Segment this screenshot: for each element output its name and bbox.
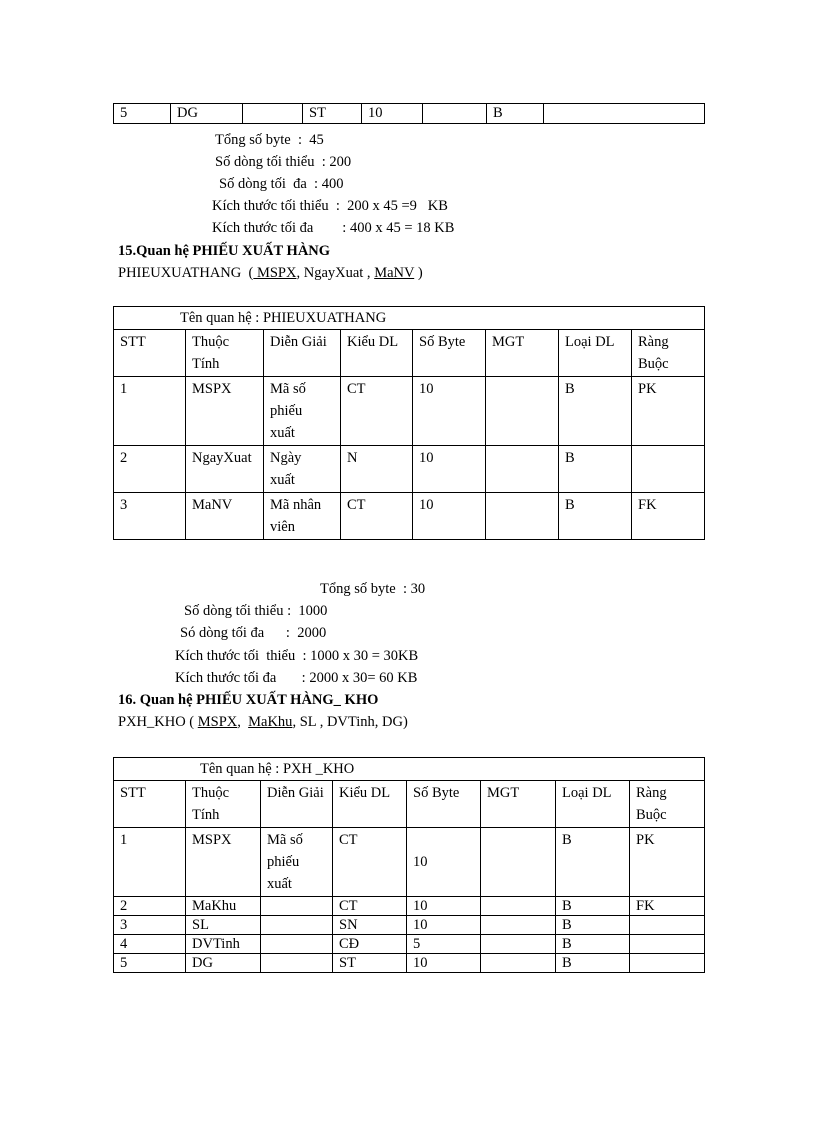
cell: 10 xyxy=(407,916,481,935)
cell: B xyxy=(556,897,630,916)
summary14-kich-thuoc-toi-da: Kích thước tối đa : 400 x 45 = 18 KB xyxy=(212,220,455,236)
cell: 10 xyxy=(362,104,423,124)
cell xyxy=(486,377,559,446)
primary-key-makhu: MaKhu xyxy=(248,714,293,730)
relation-close: , SL , DVTinh, DG) xyxy=(292,714,408,730)
cell: ST xyxy=(303,104,362,124)
cell: NgayXuat xyxy=(186,446,264,493)
cell: 2 xyxy=(114,446,186,493)
cell: CT xyxy=(333,828,407,897)
summary14-tong-so-byte: Tổng số byte : 45 xyxy=(215,132,324,148)
table-header-row xyxy=(114,330,705,377)
top-row-table xyxy=(113,103,705,124)
cell xyxy=(630,916,705,935)
cell: B xyxy=(556,935,630,954)
cell: B xyxy=(487,104,544,124)
cell: 3 xyxy=(114,916,186,935)
cell xyxy=(486,493,559,540)
cell: Ngày xuất xyxy=(264,446,341,493)
summary15-tong-so-byte: Tổng số byte : 30 xyxy=(320,581,426,597)
header-cell: STT xyxy=(114,781,186,828)
cell: B xyxy=(559,446,632,493)
table-row xyxy=(114,897,705,916)
cell: MSPX xyxy=(186,828,261,897)
primary-key-mspx: MSPX xyxy=(253,265,297,281)
cell: CĐ xyxy=(333,935,407,954)
summary15-so-dong-toi-thieu: Số dòng tối thiểu : 1000 xyxy=(184,603,328,619)
cell: CT xyxy=(333,897,407,916)
cell: Mã số phiếu xuất xyxy=(264,377,341,446)
table-title xyxy=(114,758,705,781)
cell: B xyxy=(556,916,630,935)
table-row xyxy=(114,377,705,446)
header-cell: Số Byte xyxy=(413,330,486,377)
cell: 10 xyxy=(407,897,481,916)
relation-name: PHIEUXUATHANG xyxy=(118,265,242,281)
header-cell: MGT xyxy=(481,781,556,828)
cell: MSPX xyxy=(186,377,264,446)
summary14-so-dong-toi-da: Số dòng tối đa : 400 xyxy=(219,176,344,192)
foreign-key-manv: MaNV xyxy=(374,265,415,281)
cell: 10 xyxy=(413,446,486,493)
cell: 10 xyxy=(413,377,486,446)
cell xyxy=(261,954,333,973)
section15-heading xyxy=(118,242,330,260)
section16-heading-prefix: 16. Quan hệ xyxy=(118,692,197,708)
header-cell: STT xyxy=(114,330,186,377)
section15-relation xyxy=(118,264,423,282)
table-row xyxy=(114,916,705,935)
summary14-so-dong-toi-thieu: Số dòng tối thiểu : 200 xyxy=(215,154,352,170)
cell xyxy=(544,104,705,124)
pxh-kho-table xyxy=(113,757,705,973)
cell: 10 xyxy=(407,828,481,897)
cell: N xyxy=(341,446,413,493)
table-title xyxy=(114,307,705,330)
cell: PK xyxy=(632,377,705,446)
phieuxuathang-table xyxy=(113,306,705,540)
summary15-so-dong-toi-da: Só dòng tối đa : 2000 xyxy=(180,625,327,641)
cell: MaNV xyxy=(186,493,264,540)
header-cell: Thuộc Tính xyxy=(186,781,261,828)
header-cell: Ràng Buộc xyxy=(630,781,705,828)
cell: SN xyxy=(333,916,407,935)
header-cell: Loại DL xyxy=(559,330,632,377)
header-cell: Số Byte xyxy=(407,781,481,828)
cell: 10 xyxy=(413,493,486,540)
header-cell: Diễn Giải xyxy=(264,330,341,377)
cell: Mã nhân viên xyxy=(264,493,341,540)
primary-key-mspx: MSPX xyxy=(197,714,238,730)
cell: B xyxy=(556,828,630,897)
relation-sep: , xyxy=(237,714,249,730)
header-cell: Loại DL xyxy=(556,781,630,828)
table-title-row xyxy=(114,758,705,781)
relation-open: ( xyxy=(241,265,254,281)
cell xyxy=(630,935,705,954)
header-cell: Kiểu DL xyxy=(333,781,407,828)
cell xyxy=(261,935,333,954)
relation-sep: , NgayXuat , xyxy=(296,265,375,281)
cell: PK xyxy=(630,828,705,897)
table-row xyxy=(114,935,705,954)
section16-relation xyxy=(118,713,408,731)
cell: B xyxy=(556,954,630,973)
header-cell: Diễn Giải xyxy=(261,781,333,828)
header-cell: Kiểu DL xyxy=(341,330,413,377)
cell: DVTinh xyxy=(186,935,261,954)
cell: 5 xyxy=(407,935,481,954)
section15-heading-prefix: 15.Quan hệ xyxy=(118,243,193,259)
relation-name: PXH_KHO ( xyxy=(118,714,198,730)
header-cell: MGT xyxy=(486,330,559,377)
cell: 3 xyxy=(114,493,186,540)
cell xyxy=(481,935,556,954)
table-header-row xyxy=(114,781,705,828)
table-row xyxy=(114,493,705,540)
relation-close: ) xyxy=(414,265,423,281)
cell: B xyxy=(559,493,632,540)
table-row xyxy=(114,446,705,493)
table-title-text: Tên quan hệ : PHIEUXUATHANG xyxy=(180,310,387,326)
cell xyxy=(261,916,333,935)
cell: DG xyxy=(171,104,243,124)
cell: FK xyxy=(630,897,705,916)
table-row xyxy=(114,954,705,973)
cell xyxy=(486,446,559,493)
cell xyxy=(261,897,333,916)
header-cell: Thuộc Tính xyxy=(186,330,264,377)
table-title-row xyxy=(114,307,705,330)
header-cell: Ràng Buộc xyxy=(632,330,705,377)
cell: 1 xyxy=(114,828,186,897)
cell: ST xyxy=(333,954,407,973)
cell: 5 xyxy=(114,954,186,973)
cell xyxy=(243,104,303,124)
cell xyxy=(481,916,556,935)
cell xyxy=(481,897,556,916)
summary15-kich-thuoc-toi-thieu: Kích thước tối thiểu : 1000 x 30 = 30KB xyxy=(175,648,419,664)
cell: 2 xyxy=(114,897,186,916)
summary15-kich-thuoc-toi-da: Kích thước tối đa : 2000 x 30= 60 KB xyxy=(175,670,418,686)
cell: Mã số phiếu xuất xyxy=(261,828,333,897)
cell xyxy=(423,104,487,124)
section16-heading xyxy=(118,691,378,709)
summary14-kich-thuoc-toi-thieu: Kích thước tối thiểu : 200 x 45 =9 KB xyxy=(212,198,448,214)
cell xyxy=(630,954,705,973)
cell: CT xyxy=(341,493,413,540)
section16-heading-title: PHIẾU XUẤT HÀNG_ KHO xyxy=(196,692,379,708)
cell: MaKhu xyxy=(186,897,261,916)
cell: B xyxy=(559,377,632,446)
table-title-text: Tên quan hệ : PXH _KHO xyxy=(200,761,355,777)
cell: FK xyxy=(632,493,705,540)
cell: 5 xyxy=(114,104,171,124)
cell xyxy=(481,828,556,897)
cell: SL xyxy=(186,916,261,935)
table-row xyxy=(114,828,705,897)
cell: 4 xyxy=(114,935,186,954)
cell: CT xyxy=(341,377,413,446)
cell xyxy=(632,446,705,493)
cell: DG xyxy=(186,954,261,973)
table-row xyxy=(114,104,705,124)
cell xyxy=(481,954,556,973)
cell: 10 xyxy=(407,954,481,973)
section15-heading-title: PHIẾU XUẤT HÀNG xyxy=(192,243,331,259)
cell: 1 xyxy=(114,377,186,446)
